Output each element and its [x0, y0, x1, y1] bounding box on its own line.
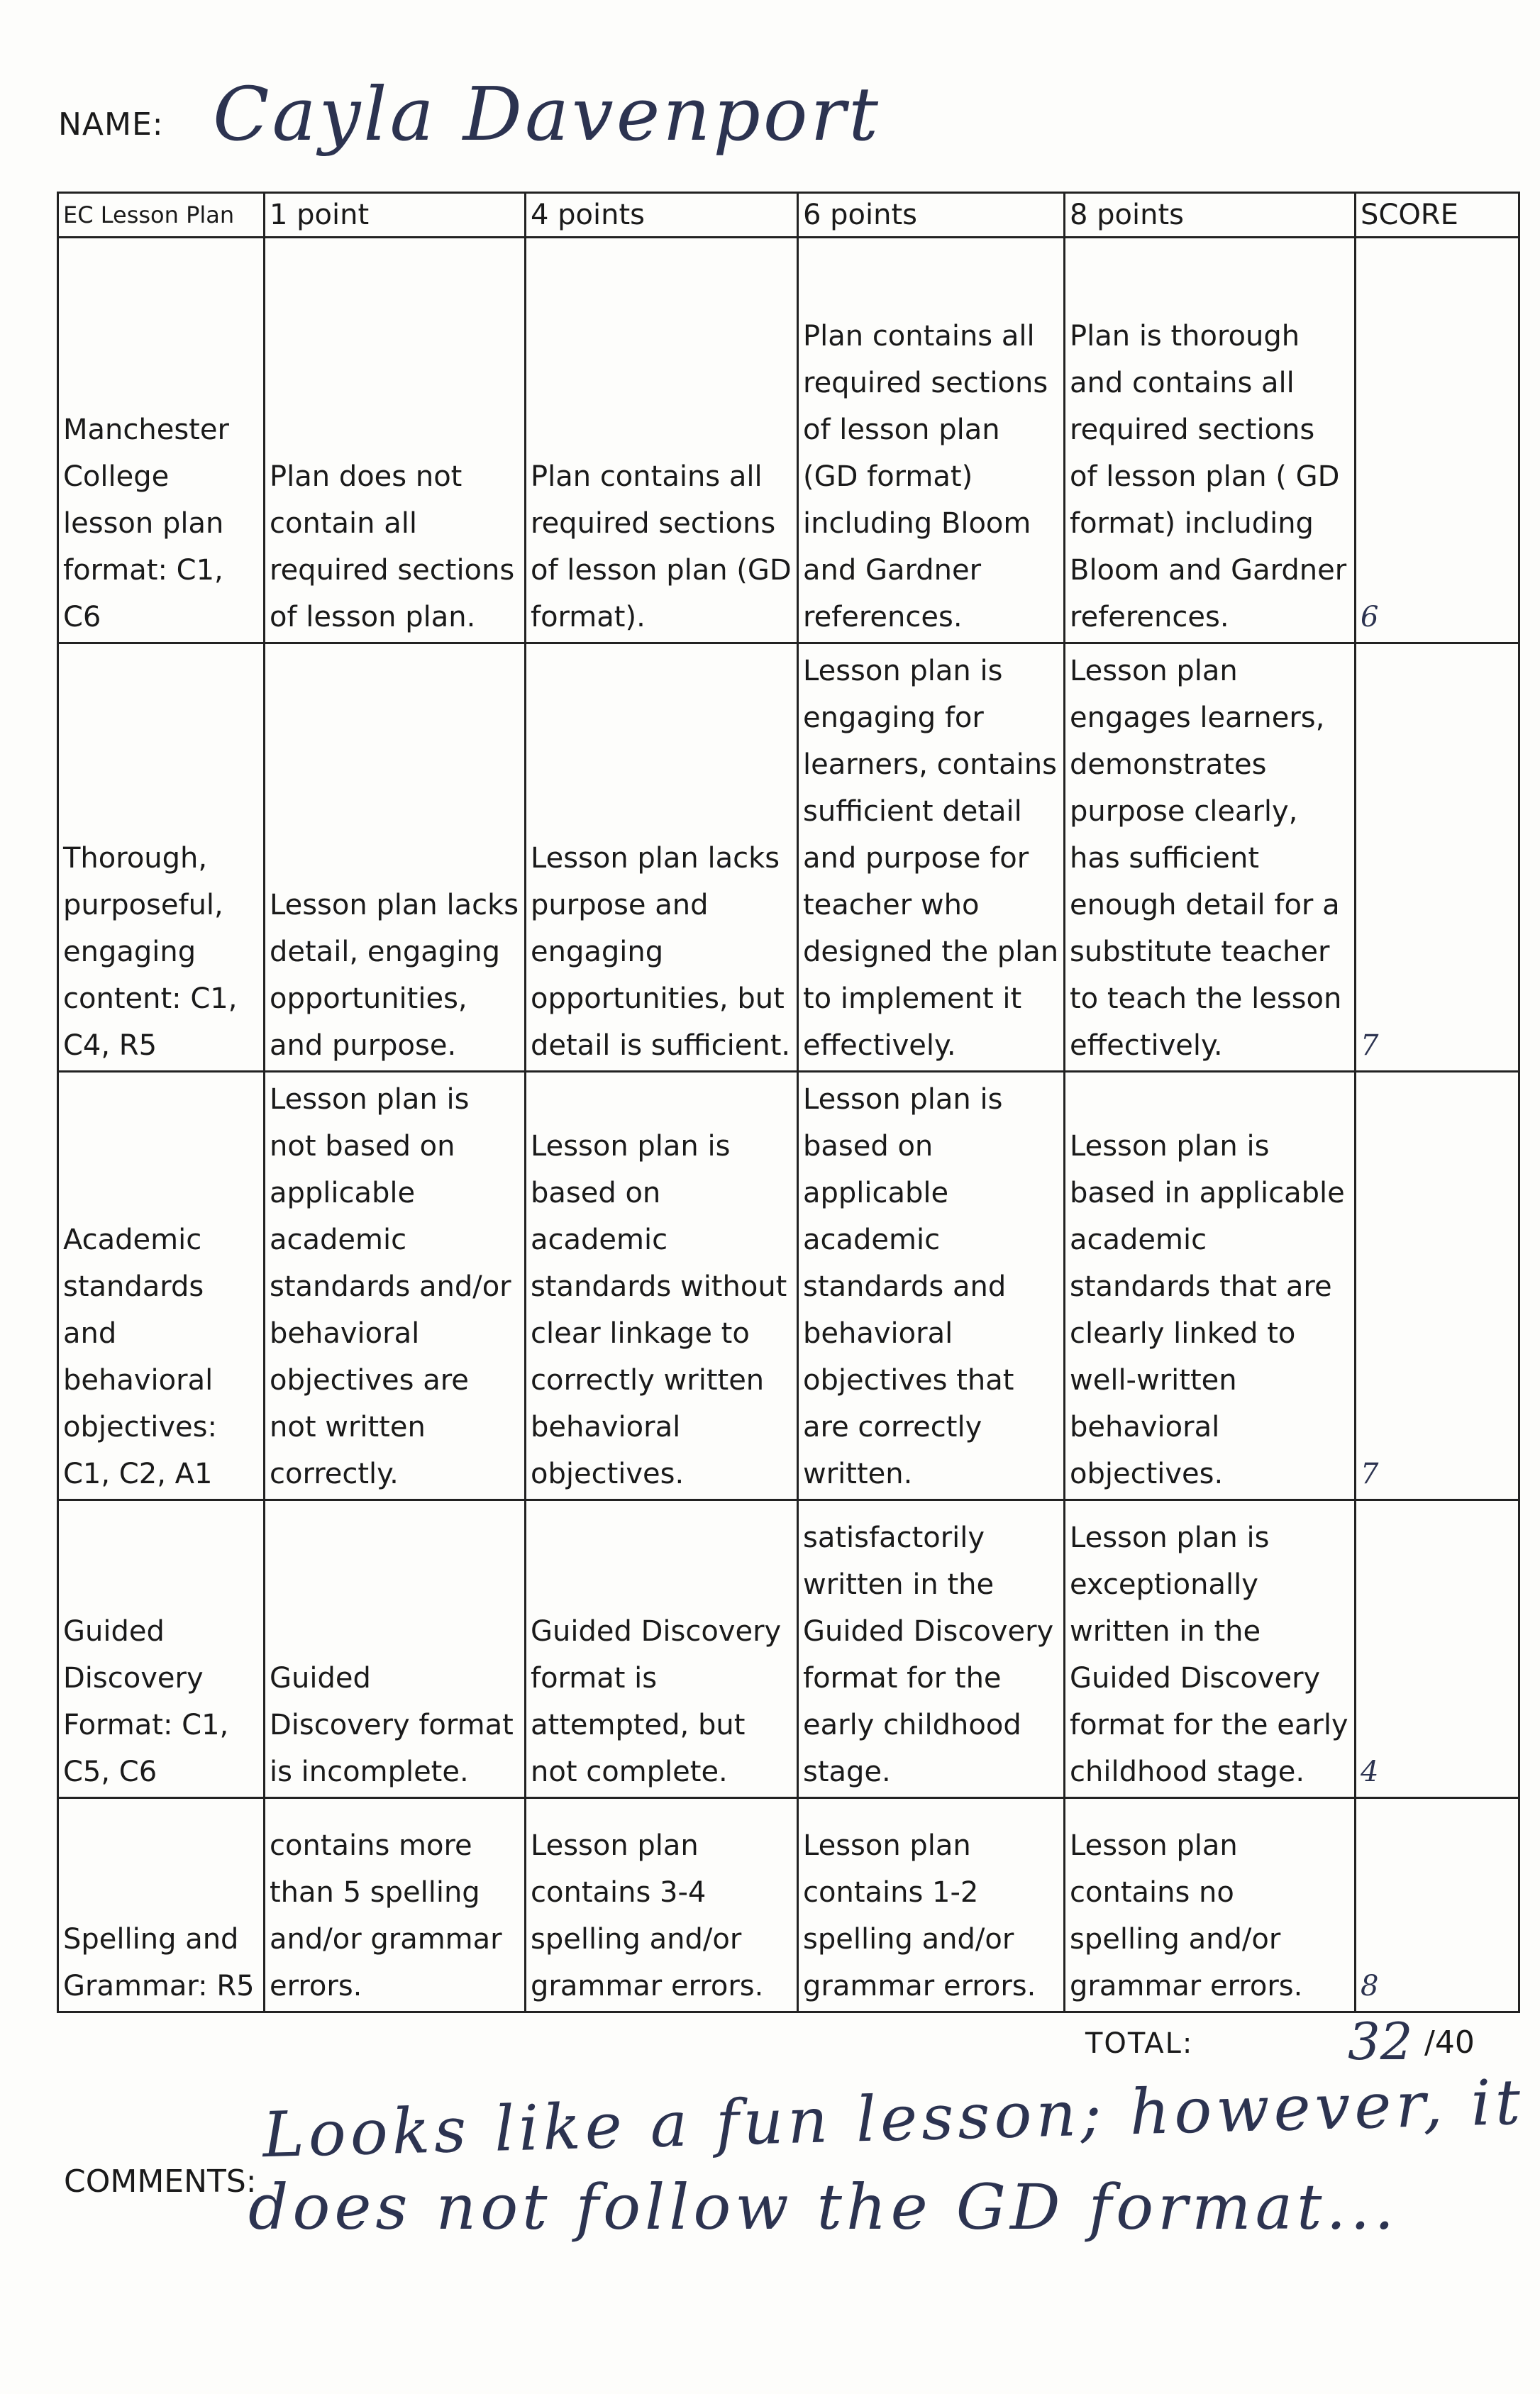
- level-6-cell: satisfactorily written in the Guided Discovery format for the early childhood stage.: [798, 1500, 1065, 1798]
- comment-line-1: Looks like a fun lesson; however, it: [261, 2065, 1526, 2172]
- level-6-cell: Lesson plan is engaging for learners, contains sufficient detail and purpose for teacher who designed the plan to implement it effectively.: [798, 643, 1065, 1072]
- score-cell: 6: [1356, 238, 1519, 643]
- level-6-cell: Plan contains all required sections of lesson plan (GD format) including Bloom and Gardner references.: [798, 238, 1065, 643]
- criterion-cell: Spelling and Grammar: R5: [58, 1798, 265, 2012]
- level-4-cell: Lesson plan is based on academic standards without clear linkage to correctly written behavioral objectives.: [526, 1072, 798, 1500]
- rubric-row: [58, 1798, 1519, 2012]
- col-header-6-points: 6 points: [798, 193, 1065, 238]
- level-8-cell: Lesson plan engages learners, demonstrates purpose clearly, has sufficient enough detail for a substitute teacher to teach the lesson effectively.: [1065, 643, 1356, 1072]
- rubric-table: [57, 192, 1520, 2013]
- student-name: Cayla Davenport: [213, 71, 882, 157]
- comments-label: COMMENTS:: [64, 2163, 257, 2200]
- level-6-cell: Lesson plan is based on applicable academic standards and behavioral objectives that are correctly written.: [798, 1072, 1065, 1500]
- rubric-header-row: [58, 193, 1519, 238]
- total-score: 32: [1348, 2012, 1413, 2071]
- level-6-cell: Lesson plan contains 1-2 spelling and/or grammar errors.: [798, 1798, 1065, 2012]
- col-header-8-points: 8 points: [1065, 193, 1356, 238]
- level-1-cell: contains more than 5 spelling and/or grammar errors.: [265, 1798, 526, 2012]
- score-cell: 8: [1356, 1798, 1519, 2012]
- criterion-cell: Thorough, purposeful, engaging content: C1, C4, R5: [58, 643, 265, 1072]
- level-1-cell: Guided Discovery format is incomplete.: [265, 1500, 526, 1798]
- rubric-row: [58, 1500, 1519, 1798]
- criterion-cell: Academic standards and behavioral objectives: C1, C2, A1: [58, 1072, 265, 1500]
- level-4-cell: Lesson plan contains 3-4 spelling and/or grammar errors.: [526, 1798, 798, 2012]
- col-header-1-point: 1 point: [265, 193, 526, 238]
- criterion-cell: Manchester College lesson plan format: C1, C6: [58, 238, 265, 643]
- level-8-cell: Plan is thorough and contains all required sections of lesson plan ( GD format) including Bloom and Gardner references.: [1065, 238, 1356, 643]
- total-label: TOTAL:: [1085, 2027, 1194, 2060]
- score-cell: 7: [1356, 643, 1519, 1072]
- level-1-cell: Lesson plan is not based on applicable academic standards and/or behavioral objectives are not written correctly.: [265, 1072, 526, 1500]
- total-max: /40: [1424, 2024, 1475, 2061]
- level-8-cell: Lesson plan is exceptionally written in the Guided Discovery format for the early childhood stage.: [1065, 1500, 1356, 1798]
- rubric-row: [58, 643, 1519, 1072]
- level-8-cell: Lesson plan is based in applicable academic standards that are clearly linked to well-written behavioral objectives.: [1065, 1072, 1356, 1500]
- score-cell: 7: [1356, 1072, 1519, 1500]
- level-8-cell: Lesson plan contains no spelling and/or grammar errors.: [1065, 1798, 1356, 2012]
- level-1-cell: Lesson plan lacks detail, engaging opportunities, and purpose.: [265, 643, 526, 1072]
- level-1-cell: Plan does not contain all required sections of lesson plan.: [265, 238, 526, 643]
- col-header-score: SCORE: [1356, 193, 1519, 238]
- comment-line-2: does not follow the GD format...: [248, 2171, 1399, 2244]
- level-4-cell: Guided Discovery format is attempted, but not complete.: [526, 1500, 798, 1798]
- criterion-cell: Guided Discovery Format: C1, C5, C6: [58, 1500, 265, 1798]
- name-label: NAME:: [58, 106, 164, 143]
- level-4-cell: Lesson plan lacks purpose and engaging opportunities, but detail is sufficient.: [526, 643, 798, 1072]
- rubric-row: [58, 1072, 1519, 1500]
- score-cell: 4: [1356, 1500, 1519, 1798]
- col-header-criterion: EC Lesson Plan: [58, 193, 265, 238]
- level-4-cell: Plan contains all required sections of lesson plan (GD format).: [526, 238, 798, 643]
- col-header-4-points: 4 points: [526, 193, 798, 238]
- rubric-row: [58, 238, 1519, 643]
